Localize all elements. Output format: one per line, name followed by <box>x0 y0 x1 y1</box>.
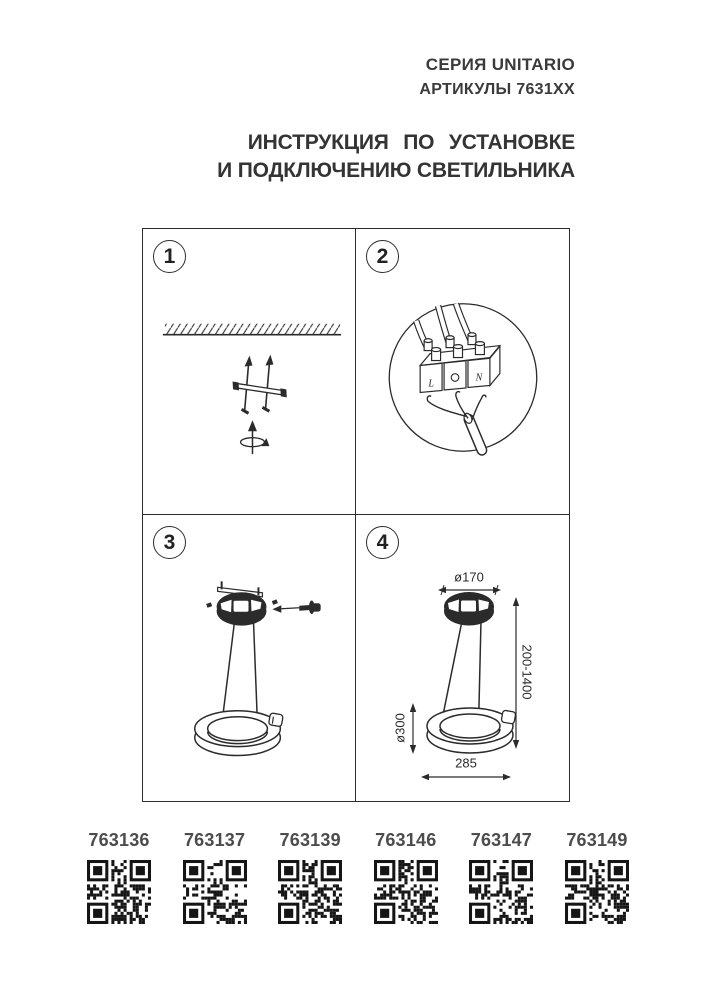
step-4-number: 4 <box>366 526 399 559</box>
qr-code <box>565 860 629 924</box>
dim-height-range: 200-1400 <box>519 644 535 700</box>
article-number: 763146 <box>375 830 437 850</box>
terminal-label-neutral: N <box>475 372 483 384</box>
article-number: 763139 <box>279 830 341 850</box>
page-title <box>217 129 575 185</box>
article-column <box>265 830 355 924</box>
dim-ring-width: 285 <box>455 755 477 771</box>
title-line-2: И ПОДКЛЮЧЕНИЮ СВЕТИЛЬНИКА <box>217 159 575 182</box>
article-column <box>74 830 164 924</box>
step-2-panel <box>356 229 569 515</box>
articles-line: АРТИКУЛЫ 7631XX <box>419 81 575 98</box>
header <box>419 55 575 99</box>
instruction-grid <box>142 228 570 802</box>
article-number: 763147 <box>470 830 532 850</box>
qr-code <box>87 860 151 924</box>
qr-code <box>374 860 438 924</box>
step-2-number: 2 <box>366 240 399 273</box>
step-1-number: 1 <box>153 240 186 273</box>
series-name: СЕРИЯ UNITARIO <box>425 55 575 74</box>
article-number: 763149 <box>566 830 628 850</box>
step-3-number: 3 <box>153 526 186 559</box>
step-4-panel <box>356 515 569 801</box>
insert-arrow-icon <box>272 605 281 612</box>
article-column <box>456 830 546 924</box>
terminal-label-live: L <box>428 378 434 390</box>
qr-code <box>469 860 533 924</box>
qr-code <box>183 860 247 924</box>
dim-canopy-diameter: ø170 <box>454 569 484 585</box>
article-number: 763137 <box>183 830 246 850</box>
article-column <box>170 830 260 924</box>
article-number: 763136 <box>88 830 150 850</box>
qr-code <box>278 860 342 924</box>
title-line-1: ИНСТРУКЦИЯ ПО УСТАНОВКЕ <box>247 131 575 154</box>
step-3-panel <box>143 515 356 801</box>
article-column <box>361 830 451 924</box>
article-column <box>552 830 642 924</box>
dim-ring-diameter: ø300 <box>392 713 408 743</box>
article-qr-row <box>74 830 642 924</box>
step-1-panel <box>143 229 356 515</box>
